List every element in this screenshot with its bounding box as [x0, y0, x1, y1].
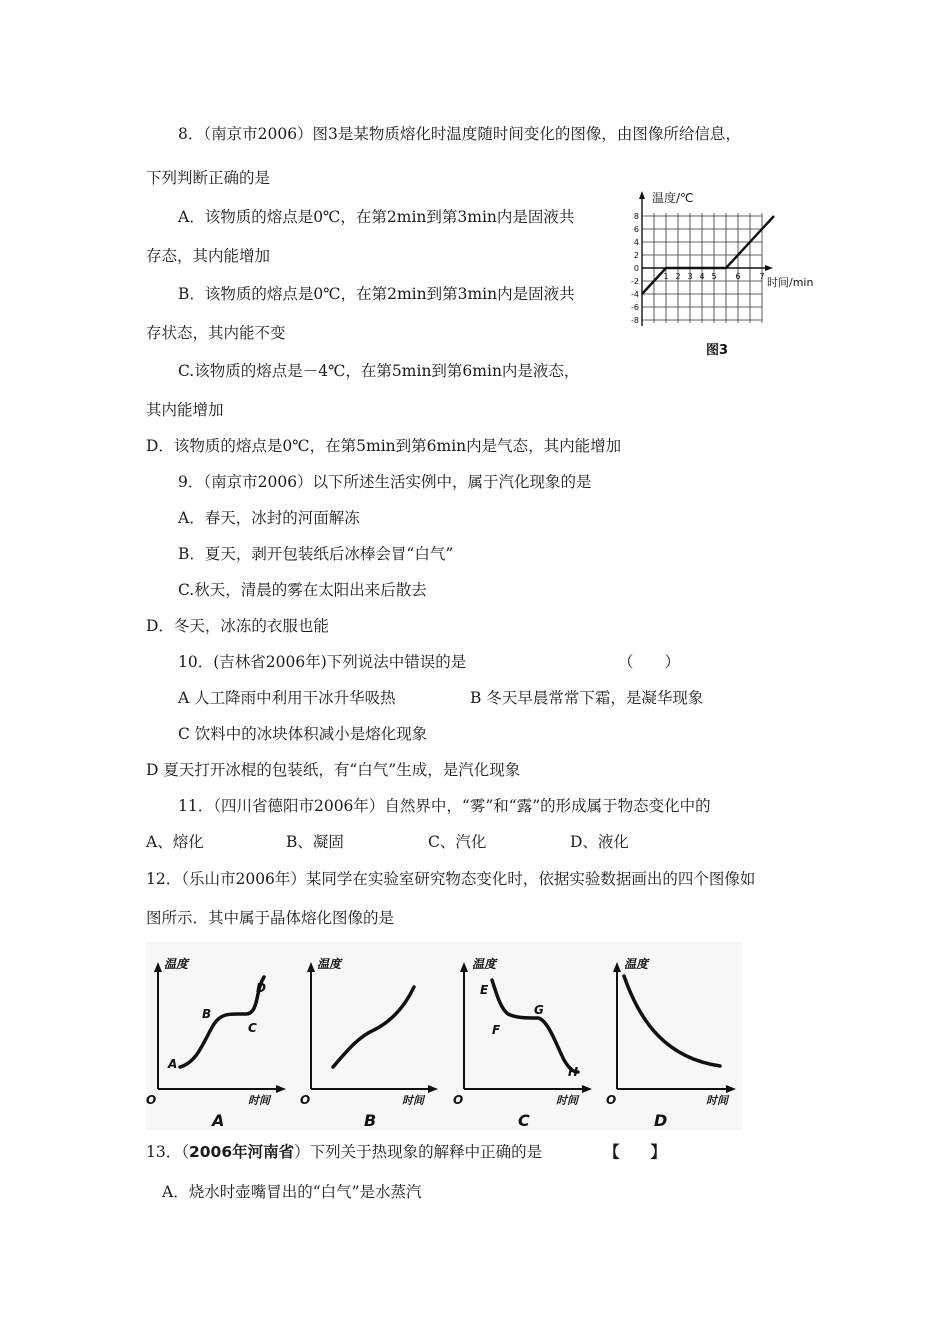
figure-3-ytick: -8 [631, 316, 639, 325]
q12-stem-line1: 12．（乐山市2006年）某同学在实验室研究物态变化时，依据实验数据画出的四个图像如 [146, 870, 756, 888]
figure-3-x-label: 时间/min [767, 276, 814, 289]
q10-option-b: B 冬天早晨常常下霜，是凝华现象 [470, 689, 704, 707]
graph-c-ylabel: 温度 [472, 957, 497, 971]
q10-option-c: C 饮料中的冰块体积减小是熔化现象 [178, 725, 428, 743]
q11-option-c: C、汽化 [428, 833, 487, 851]
q8-option-b-line2: 存状态，其内能不变 [146, 324, 286, 342]
q9-option-d: D．冬天，冰冻的衣服也能 [146, 617, 329, 635]
graph-c-point-h: H [568, 1065, 579, 1079]
q8-option-a-line2: 存态，其内能增加 [146, 247, 271, 265]
graph-c-point-e: E [480, 983, 489, 997]
q8-option-c-line2: 其内能增加 [146, 401, 224, 419]
figure-3-xtick: 3 [687, 272, 693, 281]
figure-3-xtick: 6 [735, 272, 741, 281]
figure-3-graph [628, 186, 828, 362]
q11-stem: 11．（四川省德阳市2006年）自然界中，“雾”和“露”的形成属于物态变化中的 [178, 797, 711, 815]
q8-option-a-line1: A．该物质的熔点是0℃，在第2min到第3min内是固液共 [178, 208, 575, 226]
q9-option-a: A．春天，冰封的河面解冻 [178, 509, 360, 527]
graph-b-ylabel: 温度 [317, 957, 342, 971]
graph-b-label: B [364, 1111, 377, 1130]
q13-answer-bracket: 【 】 [604, 1142, 667, 1161]
q10-answer-paren: （ ） [618, 653, 681, 671]
figure-3-ytick: 4 [633, 238, 639, 247]
figure-3-ytick: -4 [631, 290, 639, 299]
figure-3-y-label: 温度/℃ [652, 191, 694, 205]
graph-d-origin: O [606, 1093, 617, 1107]
figure-3-caption: 图3 [706, 343, 729, 358]
graph-a-point-c: C [248, 1021, 257, 1035]
q13-stem [146, 1142, 542, 1162]
graph-a-xlabel: 时间 [248, 1094, 270, 1107]
q8-stem-line2: 下列判断正确的是 [146, 169, 271, 187]
q8-option-c-line1: C.该物质的熔点是－4℃，在第5min到第6min内是液态， [178, 362, 580, 380]
graph-a-point-d: D [256, 981, 266, 995]
graph-c-origin: O [453, 1093, 464, 1107]
figure-3-xtick: 2 [675, 272, 681, 281]
q13-option-a: A．烧水时壶嘴冒出的“白气”是水蒸汽 [162, 1183, 422, 1201]
q9-option-b: B．夏天，剥开包装纸后冰棒会冒“白气” [178, 545, 454, 563]
graph-c-point-f: F [492, 1023, 501, 1037]
graph-d-xlabel: 时间 [706, 1094, 728, 1107]
graph-a-ylabel: 温度 [164, 957, 189, 971]
q13-text: ）下列关于热现象的解释中正确的是 [294, 1143, 543, 1161]
graph-c-point-g: G [534, 1003, 544, 1017]
q12-graphs [146, 942, 742, 1130]
figure-3-ytick: -2 [631, 277, 639, 286]
q8-option-b-line1: B．该物质的熔点是0℃，在第2min到第3min内是固液共 [178, 285, 575, 303]
q10-option-a: A 人工降雨中利用干冰升华吸热 [178, 689, 396, 707]
figure-3-ytick: 8 [633, 212, 639, 221]
q10-stem: 10．(吉林省2006年)下列说法中错误的是 [178, 653, 467, 671]
q12-stem-line2: 图所示．其中属于晶体熔化图像的是 [146, 909, 395, 927]
graph-d-curve [624, 976, 720, 1066]
figure-3-xtick: 7 [759, 272, 765, 281]
q10-option-d: D 夏天打开冰棍的包装纸，有“白气”生成，是汽化现象 [146, 761, 521, 779]
q9-stem: 9．（南京市2006）以下所述生活实例中，属于汽化现象的是 [178, 473, 592, 491]
graph-d [606, 957, 736, 1130]
graph-a [146, 957, 286, 1130]
graph-b-origin: O [300, 1093, 311, 1107]
q13-number: 13．（ [146, 1143, 189, 1161]
q8-option-d: D．该物质的熔点是0℃，在第5min到第6min内是气态，其内能增加 [146, 437, 622, 455]
graph-c-label: C [518, 1111, 530, 1130]
q13-source: 2006年河南省 [188, 1143, 295, 1161]
graph-a-point-b: B [202, 1007, 212, 1021]
q11-option-d: D、液化 [570, 833, 629, 851]
graph-c [453, 957, 592, 1130]
q11-option-b: B、凝固 [286, 833, 344, 851]
q9-option-c: C.秋天，清晨的雾在太阳出来后散去 [178, 581, 427, 599]
graph-c-curve [492, 980, 578, 1072]
figure-3-xtick: 4 [699, 272, 705, 281]
graph-b [300, 957, 438, 1130]
figure-3-ytick: 6 [633, 225, 639, 234]
figure-3-ytick: 0 [633, 264, 639, 273]
figure-3-xtick: 1 [663, 272, 669, 281]
graph-a-origin: O [146, 1093, 157, 1107]
graph-a-label: A [212, 1111, 225, 1130]
graph-d-ylabel: 温度 [624, 957, 649, 971]
q8-stem-line1: 8．（南京市2006）图3是某物质熔化时温度随时间变化的图像，由图像所给信息， [178, 125, 741, 143]
graph-d-label: D [654, 1111, 668, 1130]
graph-b-curve [333, 987, 414, 1067]
graph-a-point-a: A [168, 1057, 178, 1071]
figure-3-ytick: -6 [631, 303, 639, 312]
q11-option-a: A、熔化 [146, 833, 204, 851]
figure-3-ytick: 2 [633, 251, 639, 260]
graph-b-xlabel: 时间 [402, 1094, 424, 1107]
figure-3-xtick: 5 [711, 272, 717, 281]
graph-c-xlabel: 时间 [556, 1094, 578, 1107]
